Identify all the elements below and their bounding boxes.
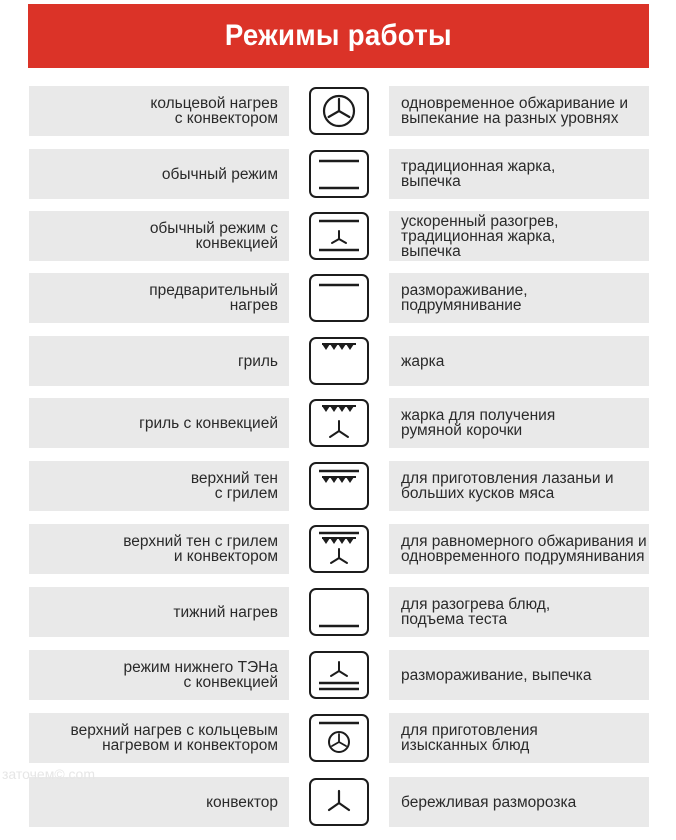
mode-name: режим нижнего ТЭНа с конвекцией — [123, 659, 278, 691]
mode-icon-box — [309, 651, 369, 699]
mode-description-cell — [389, 211, 649, 261]
mode-row — [0, 149, 676, 199]
mode-name-cell — [29, 587, 289, 637]
mode-name: верхний тен с грилем и конвектором — [123, 533, 278, 565]
mode-icon-box — [309, 150, 369, 198]
top-bottom-heat-fan-icon — [311, 214, 367, 258]
mode-row — [0, 398, 676, 448]
mode-name-cell — [29, 461, 289, 511]
mode-description: для равномерного обжаривания и одновременного подрумянивания — [401, 533, 647, 565]
mode-name: верхний нагрев с кольцевым нагревом и конвектором — [70, 722, 278, 754]
mode-name: тижний нагрев — [173, 603, 278, 621]
top-heat-ring-fan-icon — [311, 716, 367, 760]
bottom-heat-fan-icon — [311, 653, 367, 697]
mode-description-cell — [389, 524, 649, 574]
mode-description-cell — [389, 713, 649, 763]
watermark: заточем©.com — [2, 766, 95, 782]
mode-description: бережливая разморозка — [401, 793, 577, 811]
mode-row — [0, 211, 676, 261]
mode-name: предварительный нагрев — [149, 282, 278, 314]
mode-description: для приготовления лазаньи и больших кусков мяса — [401, 470, 614, 502]
mode-name: гриль — [237, 352, 278, 370]
mode-name-cell — [29, 336, 289, 386]
mode-icon-box — [309, 778, 369, 826]
mode-icon-box — [309, 588, 369, 636]
mode-description-cell — [389, 336, 649, 386]
mode-icon-box — [309, 462, 369, 510]
mode-row — [0, 524, 676, 574]
mode-description: одновременное обжаривание и выпекание на разных уровнях — [401, 95, 628, 127]
top-bottom-heat-icon — [311, 152, 367, 196]
mode-name-cell — [29, 398, 289, 448]
mode-description-cell — [389, 273, 649, 323]
mode-description: ускоренный разогрев, традиционная жарка, выпечка — [401, 212, 559, 260]
mode-name: обычный режим с конвекцией — [149, 220, 278, 252]
mode-icon-box — [309, 87, 369, 135]
mode-description: жарка для получения румяной корочки — [401, 407, 556, 439]
mode-icon-box — [309, 337, 369, 385]
mode-name-cell — [29, 86, 289, 136]
mode-description-cell — [389, 149, 649, 199]
mode-description-cell — [389, 587, 649, 637]
mode-name-cell — [29, 524, 289, 574]
mode-name: конвектор — [206, 793, 278, 811]
mode-row — [0, 273, 676, 323]
top-heat-grill-icon — [311, 464, 367, 508]
mode-icon-box — [309, 212, 369, 260]
top-heat-icon — [311, 276, 367, 320]
mode-row — [0, 86, 676, 136]
mode-description: традиционная жарка, выпечка — [401, 158, 556, 190]
top-heat-grill-fan-icon — [311, 527, 367, 571]
mode-row — [0, 777, 676, 827]
mode-name-cell — [29, 777, 289, 827]
page-title: Режимы работы — [224, 19, 453, 52]
mode-description: размораживание, выпечка — [401, 666, 592, 684]
mode-name: кольцевой нагрев с конвектором — [150, 95, 278, 127]
grill-icon — [311, 339, 367, 383]
mode-icon-box — [309, 399, 369, 447]
mode-row — [0, 336, 676, 386]
mode-icon-box — [309, 714, 369, 762]
mode-description-cell — [389, 398, 649, 448]
mode-description-cell — [389, 86, 649, 136]
grill-fan-icon — [311, 401, 367, 445]
mode-name-cell — [29, 273, 289, 323]
mode-name: гриль с конвекцией — [139, 414, 278, 432]
mode-description-cell — [389, 461, 649, 511]
mode-row — [0, 587, 676, 637]
mode-description: для приготовления изысканных блюд — [401, 722, 538, 754]
mode-description-cell — [389, 650, 649, 700]
mode-name-cell — [29, 650, 289, 700]
mode-row — [0, 650, 676, 700]
mode-icon-box — [309, 525, 369, 573]
mode-icon-box — [309, 274, 369, 322]
mode-name-cell — [29, 149, 289, 199]
ring-heater-fan-icon — [311, 89, 367, 133]
mode-name: верхний тен с грилем — [190, 470, 278, 502]
mode-name-cell — [29, 211, 289, 261]
mode-description-cell — [389, 777, 649, 827]
mode-row — [0, 713, 676, 763]
mode-description: жарка — [401, 352, 445, 370]
mode-name-cell — [29, 713, 289, 763]
mode-description: для разогрева блюд, подъема теста — [401, 596, 551, 628]
bottom-heat-icon — [311, 590, 367, 634]
fan-icon — [311, 780, 367, 824]
mode-description: размораживание, подрумянивание — [401, 282, 528, 314]
mode-name: обычный режим — [161, 165, 278, 183]
mode-row — [0, 461, 676, 511]
